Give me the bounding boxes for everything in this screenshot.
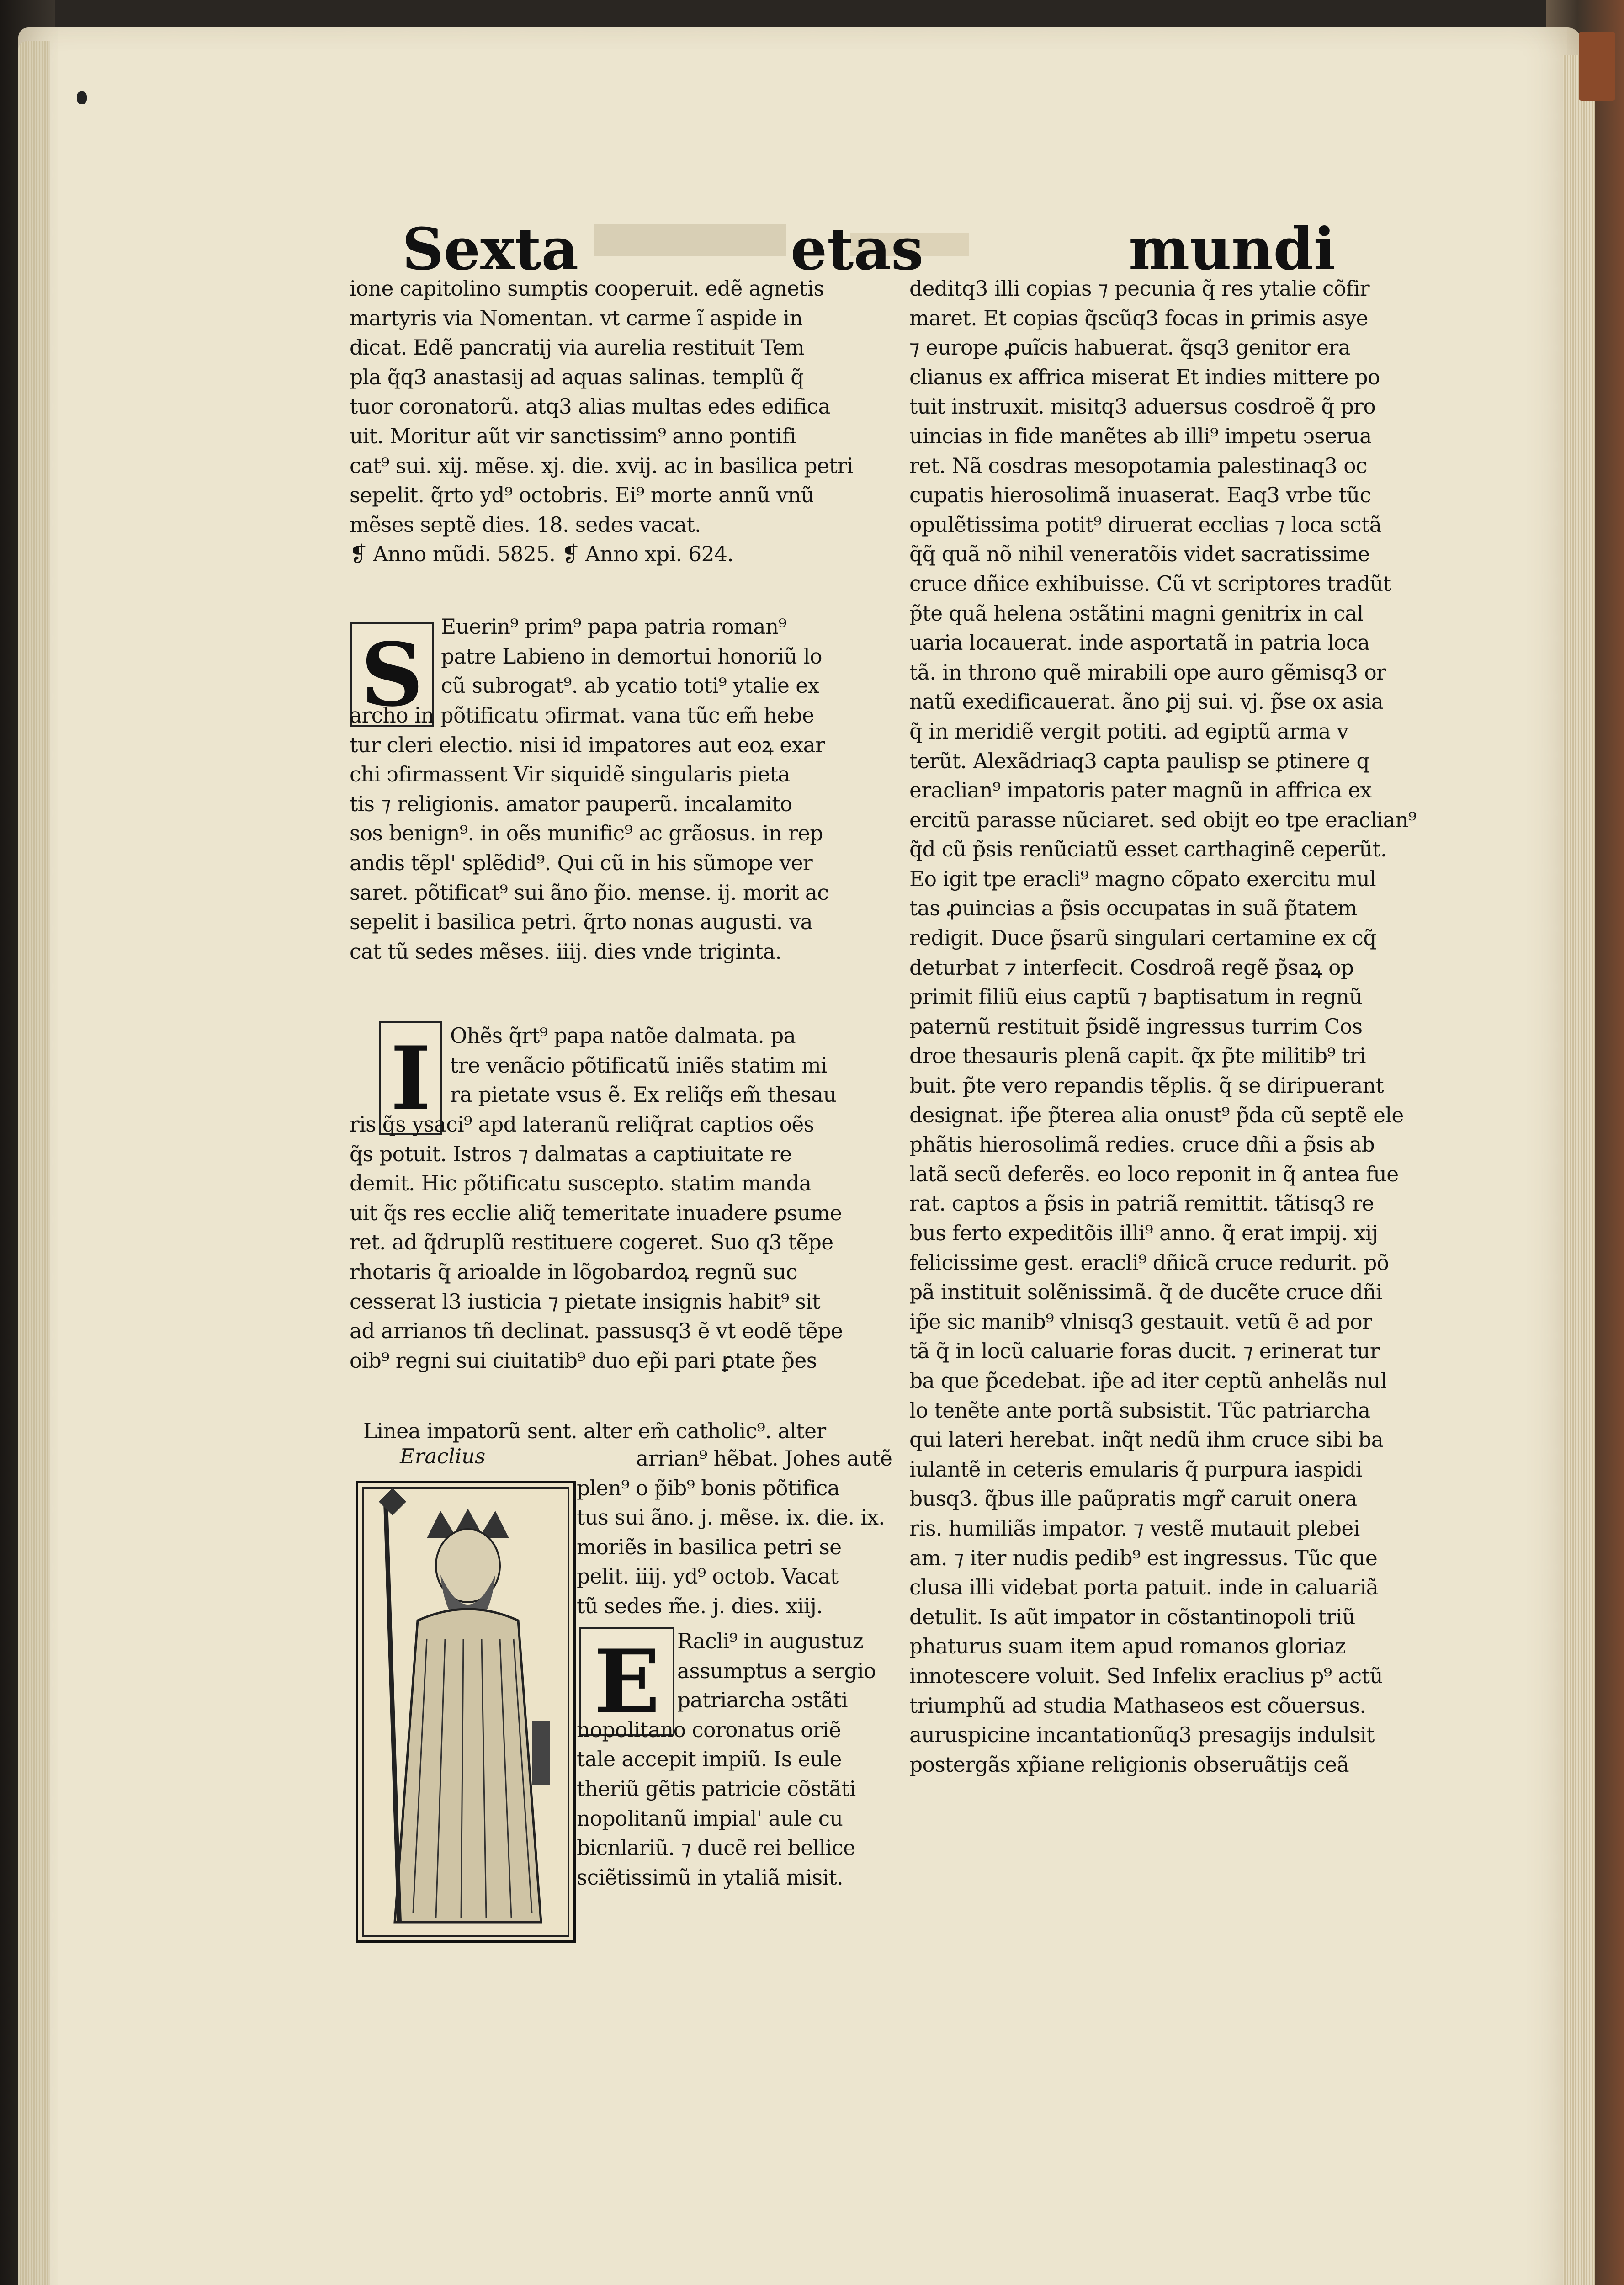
left-top-paragraph <box>350 274 889 540</box>
text-line: cruce dñice exhibuisse. Cũ vt scriptores tradũt <box>909 571 1391 596</box>
text-line: ione capitolino sumptis cooperuit. edẽ agnetis <box>350 276 824 301</box>
text-line: ⁊ europe ꝓuĩcis habuerat. q̃sq3 genitor era <box>909 335 1351 360</box>
text-line: tas ꝓuincias a p̃sis occupatas in suã p̃tatem <box>909 896 1357 921</box>
ink-mark <box>77 91 87 104</box>
text-line: designat. ip̃e p̃terea alia onust⁹ p̃da cũ septẽ ele <box>909 1103 1404 1127</box>
text-line: tũ sedes m̃e. j. dies. xiij. <box>577 1594 823 1618</box>
text-line: maret. Et copias q̃scũq3 focas in ꝑrimis asye <box>909 306 1368 330</box>
text-line: sciẽtissimũ in ytaliã misit. <box>577 1865 843 1890</box>
text-line: clusa illi videbat porta patuit. inde in caluariã <box>909 1575 1379 1600</box>
text-line: cesserat l3 iusticia ⁊ pietate insignis habit⁹ sit <box>350 1289 820 1314</box>
johannes-paragraph <box>350 1110 889 1376</box>
text-line: andis tẽpl' splẽdid⁹. Qui cũ in his sũmope ver <box>350 850 813 875</box>
text-line: plen⁹ o p̃ib⁹ bonis põtifica <box>577 1476 840 1500</box>
text-line: tã. in throno quẽ mirabili ope auro gẽmisq3 or <box>909 660 1386 685</box>
text-line: detulit. Is aũt impator in cõstantinopoli triũ <box>909 1605 1355 1629</box>
text-line: buit. p̃te vero repandis tẽplis. q̃ se diripuerant <box>909 1073 1384 1098</box>
text-line: assumptus a sergio <box>677 1658 876 1683</box>
page-edges-left <box>18 41 50 2285</box>
text-line: am. ⁊ iter nudis pedib⁹ est ingressus. Tũc que <box>909 1546 1378 1570</box>
text-line: q̃q̃ quã nõ nihil veneratõis videt sacratissime <box>909 542 1370 567</box>
text-line: archo in põtificatu ↄfirmat. vana tũc em̃ hebe <box>350 703 814 728</box>
text-line: phaturus suam item apud romanos gloriaz <box>909 1634 1346 1659</box>
woodcut-caption: Eraclius <box>400 1444 486 1468</box>
text-line: dicat. Edẽ pancratij via aurelia restituit Tem <box>350 335 805 360</box>
text-line: lo tenẽte ante portã subsistit. Tũc patriarcha <box>909 1398 1370 1423</box>
text-line: ercitũ parasse nũciaret. sed obijt eo tpe eraclian⁹ <box>909 808 1417 832</box>
text-line: patre Labieno in demortui honoriũ lo <box>441 644 822 669</box>
text-line: Ohẽs q̃rt⁹ papa natõe dalmata. pa <box>450 1024 796 1048</box>
text-line: pelit. iiij. yd⁹ octob. Vacat <box>577 1564 839 1589</box>
header-etas: etas <box>791 215 923 283</box>
initial-s: S <box>350 622 434 727</box>
text-line: q̃d cũ p̃sis renũciatũ esset carthaginẽ ceperũt. <box>909 837 1387 862</box>
text-line: oib⁹ regni sui ciuitatib⁹ duo ep̃i pari ꝑtate p̃es <box>350 1348 817 1373</box>
text-line: chi ↄfirmassent Vir siquidẽ singularis pieta <box>350 762 790 787</box>
text-line: iulantẽ in ceteris emularis q̃ purpura iaspidi <box>909 1457 1362 1482</box>
text-line: bus ferto expeditõis illi⁹ anno. q̃ erat impij. xij <box>909 1221 1378 1245</box>
text-line: latã secũ deferẽs. eo loco reponit in q̃ antea fue <box>909 1162 1399 1186</box>
text-line: Racli⁹ in augustuz <box>677 1629 864 1653</box>
initial-e: E <box>579 1627 674 1736</box>
text-line: demit. Hic põtificatu suscepto. statim manda <box>350 1171 812 1196</box>
text-line: sepelit. q̃rto yd⁹ octobris. Ei⁹ morte annũ vnũ <box>350 483 814 508</box>
text-line: nopolitanũ impial' aule cu <box>577 1806 843 1831</box>
woodcut-side-text <box>577 1444 892 1621</box>
text-line: felicissime gest. eracli⁹ dñicã cruce redurit. põ <box>909 1250 1389 1275</box>
text-line: rat. captos a p̃sis in patriã remittit. tãtisq3 re <box>909 1191 1374 1216</box>
text-line: auruspicine incantationũq3 presagijs indulsit <box>909 1723 1375 1748</box>
text-line: tale accepit impiũ. Is eule <box>577 1747 842 1772</box>
severinus-paragraph <box>350 701 889 967</box>
page-edges-right <box>1563 55 1595 2285</box>
text-line: Eo igit tpe eracli⁹ magno cõpato exercitu mul <box>909 866 1376 891</box>
text-line: bicnlariũ. ⁊ ducẽ rei bellice <box>577 1836 855 1860</box>
emperor-woodcut <box>356 1481 576 1943</box>
text-line: cũ subrogat⁹. ab ycatio toti⁹ ytalie ex <box>441 674 819 698</box>
text-line: terũt. Alexãdriaq3 capta paulisp se ꝑtinere q <box>909 749 1369 773</box>
text-line: opulẽtissima potit⁹ diruerat ecclias ⁊ loca sctã <box>909 512 1382 537</box>
text-line: tre venãcio põtificatũ iniẽs statim mi <box>450 1053 828 1078</box>
text-line: paternũ restituit p̃sidẽ ingressus turrim Cos <box>909 1014 1363 1039</box>
text-line: ad arrianos tñ declinat. passusq3 ẽ vt eodẽ tẽpe <box>350 1319 843 1344</box>
text-line: uit. Moritur aũt vir sanctissim⁹ anno pontifi <box>350 424 796 448</box>
text-line: busq3. q̃bus ille paũpratis mgr̃ caruit onera <box>909 1487 1357 1511</box>
text-line: eraclian⁹ impatoris pater magnũ in affrica ex <box>909 778 1372 803</box>
leather-tab <box>1579 32 1615 101</box>
text-line: cat⁹ sui. xij. mẽse. xj. die. xvij. ac in basilica petri <box>350 453 854 478</box>
text-line: deditq3 illi copias ⁊ pecunia q̃ res ytalie cõfir <box>909 276 1369 301</box>
text-line: cat tũ sedes mẽses. iiij. dies vnde triginta. <box>350 939 782 964</box>
text-line: ris q̃s ysaci⁹ apd lateranũ reliq̃rat captios oẽs <box>350 1112 814 1137</box>
text-line: phãtis hierosolimã redies. cruce dñi a p̃sis ab <box>909 1132 1375 1157</box>
header-sexta: Sexta <box>402 215 579 283</box>
text-line: ret. ad q̃druplũ restituere cogeret. Suo q3 tẽpe <box>350 1230 833 1255</box>
text-line: uit q̃s res ecclie aliq̃ temeritate inuadere ꝑsume <box>350 1201 842 1225</box>
text-line: sepelit i basilica petri. q̃rto nonas augusti. va <box>350 910 813 935</box>
text-line: tuit instruxit. misitq3 aduersus cosdroẽ q̃ pro <box>909 394 1376 419</box>
text-line: tur cleri electio. nisi id imꝑatores aut eoꝝ exar <box>350 733 825 757</box>
text-line: mẽses septẽ dies. 18. sedes vacat. <box>350 512 701 537</box>
text-line: qui lateri herebat. inq̃t nedũ ihm cruce sibi ba <box>909 1428 1384 1452</box>
text-line: tuor coronatorũ. atq3 alias multas edes edifica <box>350 394 830 419</box>
text-line: theriũ gẽtis patricie cõstãti <box>577 1776 856 1801</box>
text-line: q̃ in meridiẽ vergit potiti. ad egiptũ arma v <box>909 719 1348 744</box>
initial-i: I <box>379 1021 442 1135</box>
text-line: innotescere voluit. Sed Infelix eraclius p⁹ actũ <box>909 1663 1383 1688</box>
text-line: ris. humiliãs impator. ⁊ vestẽ mutauit plebei <box>909 1516 1360 1541</box>
text-line: pã instituit solẽnissimã. q̃ de ducẽte cruce dñi <box>909 1280 1382 1305</box>
text-line: postergãs xp̃iane religionis obseruãtijs ceã <box>909 1752 1349 1777</box>
text-line: tus sui ãno. j. mẽse. ix. die. ix. <box>577 1505 885 1530</box>
text-line: sos benign⁹. in oẽs munific⁹ ac grãosus. in rep <box>350 821 823 846</box>
text-line: patriarcha ↄstãti <box>677 1688 848 1713</box>
text-line: arrian⁹ hẽbat. Johes autẽ <box>636 1446 892 1471</box>
johannes-indent <box>450 1021 889 1110</box>
text-line: uincias in fide manẽtes ab illi⁹ impetu ↄserua <box>909 424 1372 448</box>
text-line: nopolitano coronatus oriẽ <box>577 1717 841 1742</box>
left-column <box>350 274 889 569</box>
text-line: ba que p̃cedebat. ip̃e ad iter ceptũ anhelãs nul <box>909 1368 1387 1393</box>
text-line: q̃s potuit. Istros ⁊ dalmatas a captiuitate re <box>350 1142 792 1166</box>
linea-imperatorum: Linea impatorũ sent. alter em̃ catholic⁹. alter <box>363 1419 826 1443</box>
text-line: redigit. Duce p̃sarũ singulari certamine ex cq̃ <box>909 926 1376 951</box>
right-column <box>909 274 1439 1780</box>
text-line: clianus ex affrica miserat Et indies mittere po <box>909 365 1380 389</box>
text-line: Euerin⁹ prim⁹ papa patria roman⁹ <box>441 615 787 639</box>
text-line: ip̃e sic manib⁹ vlnisq3 gestauit. vetũ ẽ ad por <box>909 1309 1372 1334</box>
text-line: natũ exedificauerat. ãno ꝑij sui. vj. p̃se ox asia <box>909 690 1384 714</box>
text-line: saret. põtificat⁹ sui ãno p̃io. mense. ij. morit ac <box>350 880 829 905</box>
text-line: tã q̃ in locũ caluarie foras ducit. ⁊ erinerat tur <box>909 1339 1380 1364</box>
text-line: tis ⁊ religionis. amator pauperũ. incalamito <box>350 792 792 816</box>
eraclius-paragraph <box>577 1627 887 1892</box>
text-line: droe thesauris plenã capit. q̃x p̃te militib⁹ tri <box>909 1044 1366 1068</box>
text-line: triumphũ ad studia Mathaseos est cõuersus. <box>909 1693 1366 1718</box>
severinus-indent <box>441 612 880 701</box>
anno-line: ❡ Anno mũdi. 5825. ❡ Anno xpi. 624. <box>350 542 734 567</box>
text-line: deturbat ⁊ interfecit. Cosdroã regẽ p̃saꝝ op <box>909 955 1354 980</box>
text-line: primit filiũ eius captũ ⁊ baptisatum in regnũ <box>909 985 1363 1010</box>
text-line: martyris via Nomentan. vt carme ĩ aspide in <box>350 306 803 330</box>
text-line: pla q̃q3 anastasij ad aquas salinas. templũ q̃ <box>350 365 804 389</box>
header-mundi: mundi <box>1129 215 1336 283</box>
text-line: cupatis hierosolimã inuaserat. Eaq3 vrbe tũc <box>909 483 1371 508</box>
text-line: ret. Nã cosdras mesopotamia palestinaq3 oc <box>909 453 1367 478</box>
text-line: moriẽs in basilica petri se <box>577 1535 842 1559</box>
text-line: uaria locauerat. inde asportatã in patria loca <box>909 631 1370 655</box>
text-line: rhotaris q̃ arioalde in lõgobardoꝝ regnũ suc <box>350 1259 797 1284</box>
text-line: p̃te quã helena ↄstãtini magni genitrix in cal <box>909 601 1364 626</box>
text-line: ra pietate vsus ẽ. Ex reliq̃s em̃ thesau <box>450 1083 837 1107</box>
